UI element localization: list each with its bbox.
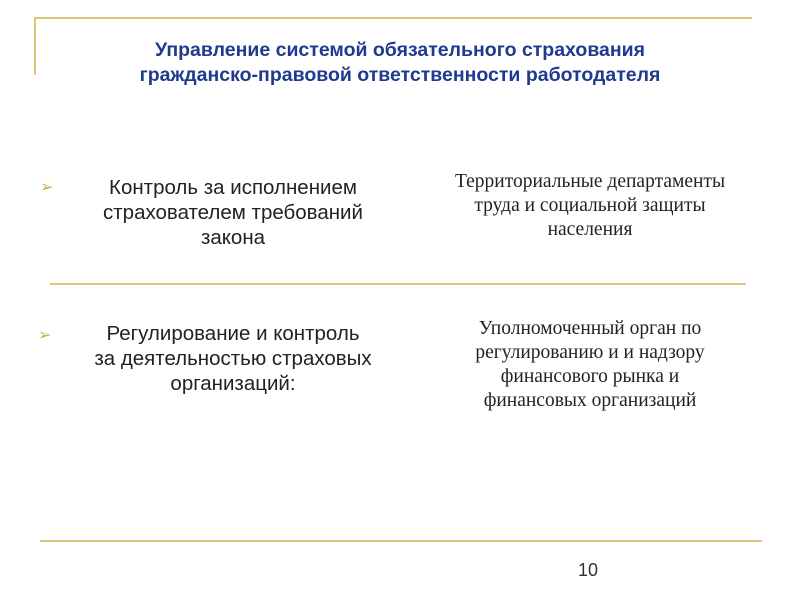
row-1-right-text [410, 170, 770, 242]
row-2-right-line-1: Уполномоченный орган по [478, 318, 702, 339]
slide-title [40, 38, 760, 88]
row-1-right-line-1: Территориальные департаменты [454, 171, 726, 192]
row-2-right-line-4: финансовых организаций [483, 390, 697, 411]
row-1-left-line-1: Контроль за исполнением [109, 176, 357, 199]
row-2-left-line-1: Регулирование и контроль [106, 322, 360, 345]
row-2-right-line-2: регулированию и и надзору [475, 342, 705, 363]
page-number: 10 [578, 560, 599, 580]
slide-title-line-1: Управление системой обязательного страхования [154, 39, 646, 61]
row-1-left-line-3: закона [200, 226, 266, 249]
row-1-left-line-2: страхователем требований [103, 201, 363, 224]
title-frame-top-border [34, 17, 752, 19]
title-frame-left-border [34, 17, 36, 75]
row-1-right-line-2: труда и социальной защиты [474, 195, 706, 216]
arrow-bullet-icon: ➢ [40, 177, 54, 196]
row-2-left-text [60, 321, 406, 396]
row-divider [50, 283, 746, 285]
row-1-left-text [62, 175, 404, 250]
row-2-left-line-3: организаций: [170, 372, 296, 395]
arrow-bullet-icon: ➢ [38, 325, 52, 344]
row-2-right-line-3: финансового рынка и [500, 366, 680, 387]
row-2-left-line-2: за деятельностью страховых [94, 347, 372, 370]
footer-divider [40, 540, 762, 542]
row-1-right-line-3: населения [547, 219, 633, 240]
slide-title-line-2: гражданско-правовой ответственности работодателя [139, 64, 661, 86]
row-2-right-text [410, 317, 770, 413]
